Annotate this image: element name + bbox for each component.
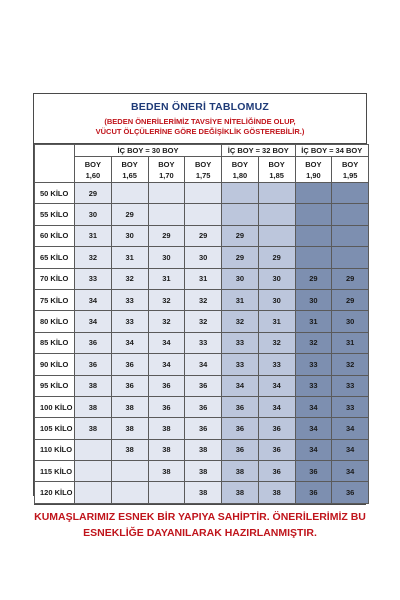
size-cell: 34 [222,375,259,396]
height-header-cell [148,157,185,183]
size-cell: 33 [222,332,259,353]
size-cell: 32 [222,311,259,332]
size-cell [148,204,185,225]
size-cell: 29 [148,225,185,246]
size-cell [111,482,148,503]
size-cell: 29 [185,225,222,246]
size-cell: 32 [185,289,222,310]
size-cell: 38 [111,418,148,439]
group-header-34: İÇ BOY = 34 BOY [295,145,369,157]
size-cell: 30 [185,247,222,268]
size-cell: 38 [185,439,222,460]
size-cell: 30 [148,247,185,268]
weight-label: 100 KİLO [35,396,75,417]
size-cell: 33 [258,354,295,375]
table-row [35,225,369,246]
size-cell [258,183,295,204]
size-cell: 36 [295,461,332,482]
size-cell: 36 [258,439,295,460]
size-cell: 29 [258,247,295,268]
weight-label: 75 KİLO [35,289,75,310]
weight-label: 50 KİLO [35,183,75,204]
size-cell: 30 [111,225,148,246]
height-value: 1,80 [232,170,248,180]
size-cell: 34 [75,289,112,310]
height-value: 1,75 [195,170,211,180]
fabric-note-line-2: ESNEKLİĞE DAYANILARAK HAZIRLANMIŞTIR. [83,526,317,539]
height-label: BOY [194,159,212,169]
size-cell: 36 [75,332,112,353]
size-cell [75,461,112,482]
size-cell: 38 [148,439,185,460]
size-cell: 34 [148,354,185,375]
height-value: 1,60 [85,170,101,180]
fabric-note-line-1: KUMAŞLARIMIZ ESNEK BİR YAPIYA SAHİPTİR. ÖNERİLERİMİZ BU [34,510,366,523]
size-cell: 29 [332,268,369,289]
size-cell: 34 [75,311,112,332]
subtitle-line-1: (BEDEN ÖNERİLERİMİZ TAVSİYE NİTELİĞİNDE OLUP, [104,117,296,126]
height-value: 1,85 [269,170,284,180]
size-cell: 30 [332,311,369,332]
size-chart [33,93,367,539]
size-cell: 36 [185,375,222,396]
height-value: 1,70 [159,170,174,180]
height-header-cell [75,157,112,183]
table-row [35,461,369,482]
size-cell: 31 [111,247,148,268]
size-cell: 32 [185,311,222,332]
size-cell: 38 [111,439,148,460]
weight-label: 70 KİLO [35,268,75,289]
size-cell: 33 [111,311,148,332]
size-cell: 36 [222,439,259,460]
size-cell [295,225,332,246]
size-cell: 29 [222,225,259,246]
size-cell: 36 [148,375,185,396]
size-cell: 36 [222,396,259,417]
group-header-32: İÇ BOY = 32 BOY [222,145,296,157]
size-cell: 34 [332,418,369,439]
weight-label: 105 KİLO [35,418,75,439]
size-cell: 32 [148,311,185,332]
subtitle-line-2: VÜCUT ÖLÇÜLERİNE GÖRE DEĞİŞİKLİK GÖSTEREBİLİR.) [95,127,305,136]
size-cell: 32 [295,332,332,353]
table-row [35,204,369,225]
table-row [35,183,369,204]
height-header-cell [295,157,332,183]
height-header-row [35,157,369,183]
chart-title: BEDEN ÖNERİ TABLOMUZ [131,101,269,113]
size-cell: 29 [111,204,148,225]
table-row [35,396,369,417]
group-header-row [35,145,369,157]
size-cell: 38 [222,482,259,503]
size-cell: 34 [111,332,148,353]
size-cell: 33 [295,375,332,396]
size-cell: 38 [111,396,148,417]
size-cell: 34 [332,461,369,482]
table-row [35,289,369,310]
size-cell: 33 [332,396,369,417]
height-value: 1,65 [122,170,137,180]
size-cell: 30 [222,268,259,289]
size-cell: 36 [111,375,148,396]
size-cell: 32 [75,247,112,268]
size-cell: 30 [295,289,332,310]
size-cell: 34 [258,375,295,396]
weight-label: 60 KİLO [35,225,75,246]
size-cell [332,225,369,246]
weight-label: 80 KİLO [35,311,75,332]
size-cell: 32 [148,289,185,310]
size-cell [295,183,332,204]
table-row [35,375,369,396]
table-row [35,418,369,439]
size-cell: 31 [148,268,185,289]
size-cell: 31 [222,289,259,310]
size-cell [295,204,332,225]
size-cell: 33 [75,268,112,289]
size-cell [111,461,148,482]
height-header-cell [111,157,148,183]
height-header-cell [185,157,222,183]
height-value: 1,95 [342,170,358,180]
size-cell: 33 [185,332,222,353]
size-cell: 30 [258,268,295,289]
height-label: BOY [305,159,322,169]
chart-subtitle [34,117,366,137]
size-cell: 29 [295,268,332,289]
size-cell: 34 [295,439,332,460]
size-cell: 29 [222,247,259,268]
size-cell: 33 [111,289,148,310]
size-cell: 36 [258,418,295,439]
height-label: BOY [84,159,101,169]
height-header-cell [222,157,259,183]
size-cell: 36 [185,396,222,417]
size-cell: 36 [185,418,222,439]
weight-label: 65 KİLO [35,247,75,268]
weight-label: 90 KİLO [35,354,75,375]
size-cell: 33 [295,354,332,375]
size-cell: 33 [222,354,259,375]
size-cell [75,482,112,503]
size-cell: 31 [295,311,332,332]
weight-label: 55 KİLO [35,204,75,225]
height-label: BOY [268,159,285,169]
size-cell: 38 [222,461,259,482]
size-cell: 36 [258,461,295,482]
size-cell: 38 [75,396,112,417]
fabric-note [34,504,366,546]
size-cell: 30 [75,204,112,225]
size-cell: 36 [75,354,112,375]
size-cell: 34 [332,439,369,460]
size-cell: 32 [111,268,148,289]
size-cell [258,204,295,225]
height-label: BOY [231,159,248,169]
size-table-body [35,183,369,504]
size-cell: 34 [185,354,222,375]
size-cell: 36 [295,482,332,503]
table-row [35,439,369,460]
height-header-cell [332,157,369,183]
table-row [35,247,369,268]
height-header-cell [258,157,295,183]
weight-label: 120 KİLO [35,482,75,503]
size-cell: 38 [185,482,222,503]
size-cell [185,204,222,225]
size-cell [332,183,369,204]
size-cell [295,247,332,268]
weight-label: 115 KİLO [35,461,75,482]
size-cell: 38 [258,482,295,503]
size-cell [75,439,112,460]
size-cell: 34 [258,396,295,417]
size-cell: 31 [75,225,112,246]
size-table [34,144,369,504]
table-row [35,482,369,503]
size-cell: 31 [332,332,369,353]
size-cell: 32 [258,332,295,353]
weight-label: 95 KİLO [35,375,75,396]
size-cell: 29 [332,289,369,310]
table-row [35,354,369,375]
size-cell: 38 [75,375,112,396]
size-cell: 38 [148,418,185,439]
size-cell [111,183,148,204]
size-cell: 36 [111,354,148,375]
height-label: BOY [341,159,359,169]
title-block [34,94,366,144]
table-row [35,268,369,289]
height-label: BOY [158,159,175,169]
size-cell: 29 [75,183,112,204]
group-header-30: İÇ BOY = 30 BOY [75,145,222,157]
size-cell: 32 [332,354,369,375]
table-row [35,311,369,332]
size-cell: 38 [75,418,112,439]
size-cell: 30 [258,289,295,310]
size-cell: 31 [258,311,295,332]
size-cell [222,204,259,225]
size-cell: 34 [295,396,332,417]
size-cell [148,183,185,204]
size-cell: 36 [332,482,369,503]
size-cell: 31 [185,268,222,289]
height-value: 1,90 [306,170,321,180]
size-cell [332,204,369,225]
size-cell: 38 [148,461,185,482]
size-cell [148,482,185,503]
size-cell [332,247,369,268]
size-cell: 33 [332,375,369,396]
size-cell: 34 [295,418,332,439]
table-row [35,332,369,353]
size-cell: 36 [222,418,259,439]
size-cell [222,183,259,204]
height-label: BOY [121,159,138,169]
weight-label: 85 KİLO [35,332,75,353]
size-cell [258,225,295,246]
weight-label: 110 KİLO [35,439,75,460]
size-cell: 38 [185,461,222,482]
size-cell: 34 [148,332,185,353]
corner-cell [35,145,75,183]
size-cell: 36 [148,396,185,417]
size-cell [185,183,222,204]
